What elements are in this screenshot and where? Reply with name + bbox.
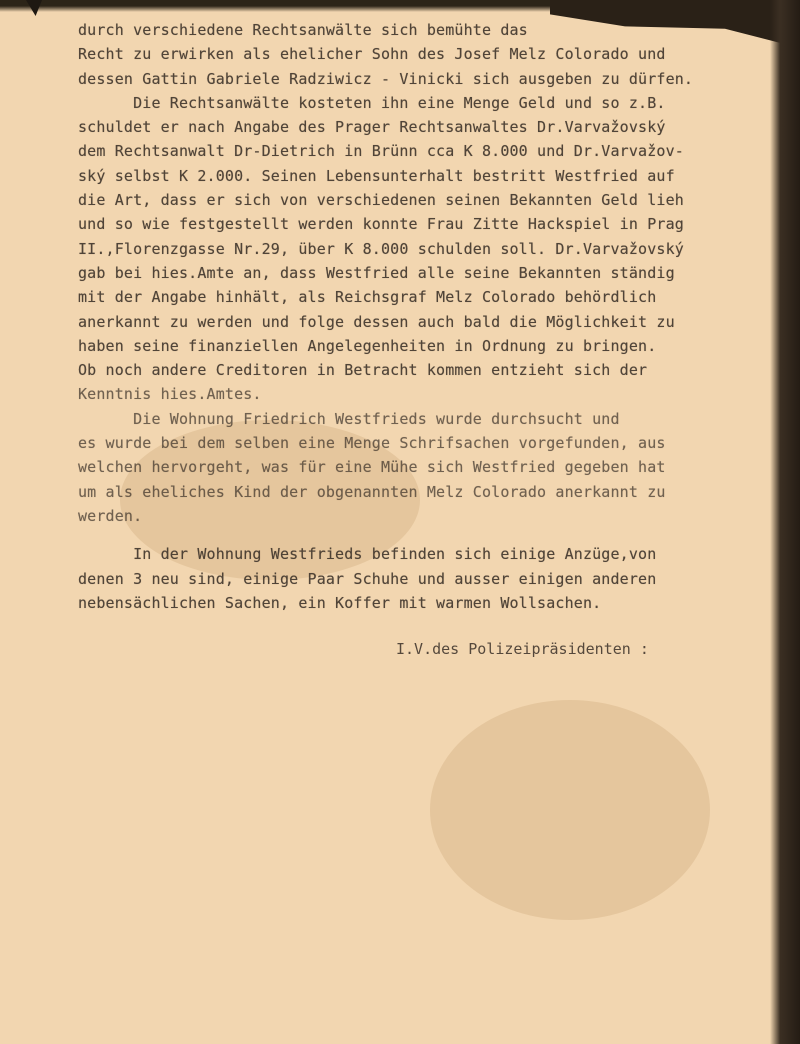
- text-line: denen 3 neu sind, einige Paar Schuhe und ausser einigen anderen: [78, 569, 657, 588]
- text-line: um als eheliches Kind der obgenannten Melz Colorado anerkannt zu: [78, 482, 666, 501]
- text-line: welchen hervorgeht, was für eine Mühe sich Westfried gegeben hat: [78, 458, 666, 477]
- text-line: Die Rechtsanwälte kosteten ihn eine Menge Geld und so z.B.: [78, 93, 666, 112]
- text-line: In der Wohnung Westfrieds befinden sich einige Anzüge,von: [78, 545, 657, 564]
- text-line: mit der Angabe hinhält, als Reichsgraf Melz Colorado behördlich: [78, 288, 657, 307]
- typed-body-text: [78, 18, 758, 615]
- text-line: die Art, dass er sich von verschiedenen seinen Bekannten Geld lieh: [78, 191, 684, 210]
- text-line: und so wie festgestellt werden konnte Frau Zitte Hackspiel in Prag: [78, 215, 684, 234]
- text-line: dessen Gattin Gabriele Radziwicz - Vinicki sich ausgeben zu dürfen.: [78, 69, 694, 88]
- signature-line: I.V.des Polizeipräsidenten :: [396, 640, 649, 658]
- right-shadow-edge: [770, 0, 800, 1044]
- text-line: anerkannt zu werden und folge dessen auch bald die Möglichkeit zu: [78, 312, 675, 331]
- text-line: gab bei hies.Amte an, dass Westfried alle seine Bekannten ständig: [78, 263, 675, 282]
- text-line: nebensächlichen Sachen, ein Koffer mit warmen Wollsachen.: [78, 593, 602, 612]
- text-line: Kenntnis hies.Amtes.: [78, 385, 262, 404]
- paragraph-gap: [78, 528, 758, 542]
- paper-stain: [430, 700, 710, 920]
- text-line: Ob noch andere Creditoren in Betracht kommen entzieht sich der: [78, 361, 648, 380]
- text-line: ský selbst K 2.000. Seinen Lebensunterhalt bestritt Westfried auf: [78, 166, 675, 185]
- text-line: II.,Florenzgasse Nr.29, über K 8.000 schulden soll. Dr.Varvažovský: [78, 239, 684, 258]
- text-line: Die Wohnung Friedrich Westfrieds wurde durchsucht und: [78, 409, 620, 428]
- text-line: werden.: [78, 506, 143, 525]
- text-line: es wurde bei dem selben eine Menge Schrifsachen vorgefunden, aus: [78, 434, 666, 453]
- text-line: durch verschiedene Rechtsanwälte sich bemühte das: [78, 21, 528, 39]
- text-line: dem Rechtsanwalt Dr-Dietrich in Brünn cca K 8.000 und Dr.Varvažov-: [78, 142, 684, 161]
- text-line: schuldet er nach Angabe des Prager Rechtsanwaltes Dr.Varvažovský: [78, 118, 666, 137]
- text-line: Recht zu erwirken als ehelicher Sohn des Josef Melz Colorado und: [78, 45, 666, 64]
- text-line: haben seine finanziellen Angelegenheiten in Ordnung zu bringen.: [78, 336, 657, 355]
